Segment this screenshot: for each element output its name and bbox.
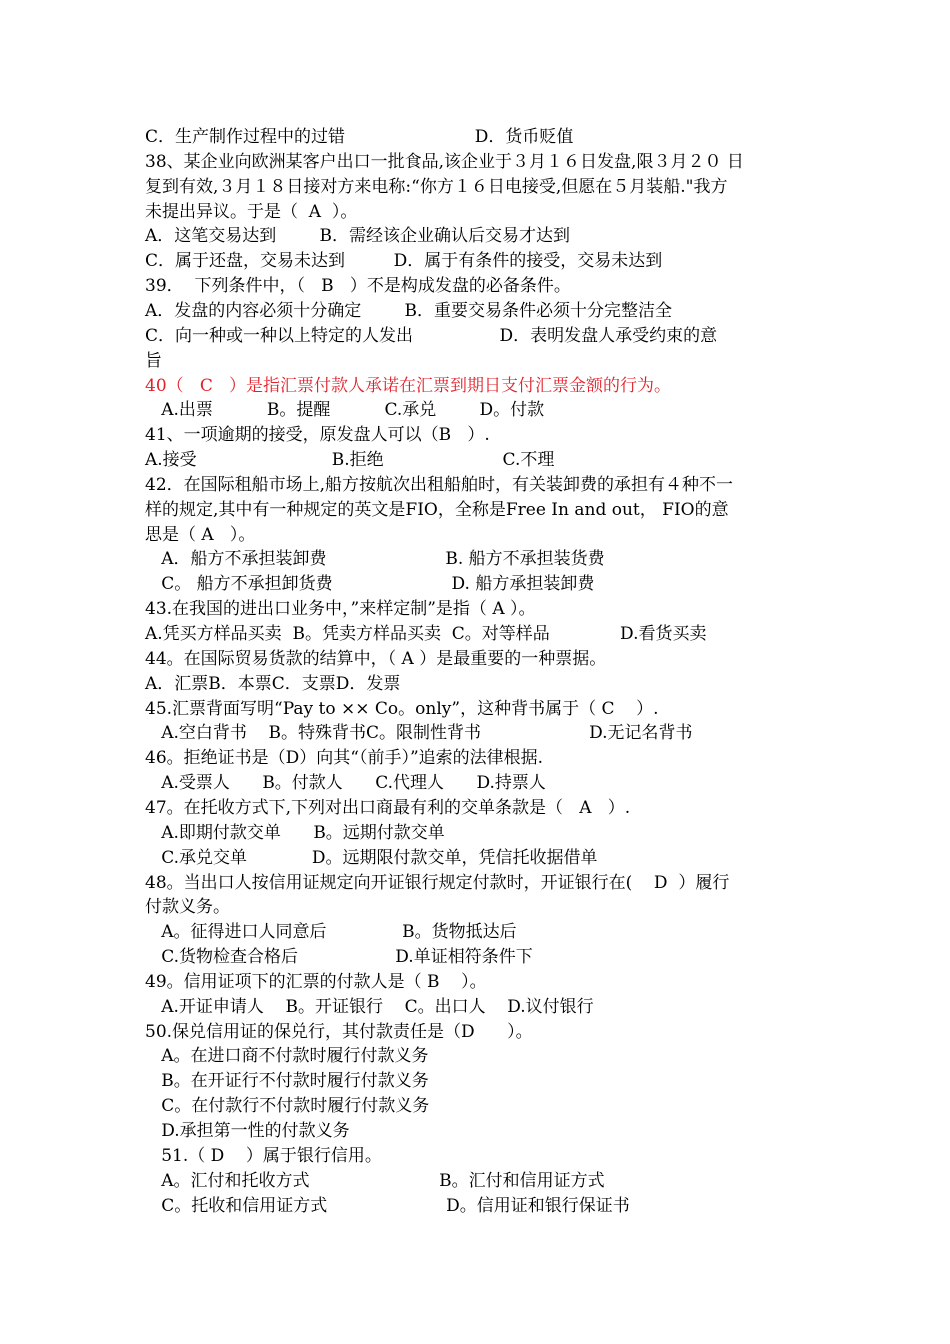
- highlighted-question-line: 40（ C ）是指汇票付款人承诺在汇票到期日支付汇票金额的行为。: [145, 375, 672, 396]
- text-line: A.开证申请人 B。开证银行 C。出口人 D.议付银行: [145, 996, 594, 1017]
- text-line: 旨: [145, 350, 162, 371]
- text-line: A．船方不承担装卸费 B. 船方不承担装货费: [145, 549, 605, 570]
- text-line: C。 船方不承担卸货费 D. 船方承担装卸费: [145, 574, 595, 595]
- text-line: 47。在托收方式下,下列对出口商最有利的交单条款是（ A ）.: [145, 797, 631, 818]
- text-line: A。在进口商不付款时履行付款义务: [145, 1046, 429, 1067]
- text-line: A.空白背书 B。特殊背书C。限制性背书 D.无记名背书: [145, 723, 693, 744]
- text-line: A.即期付款交单 B。远期付款交单: [145, 822, 445, 843]
- text-line: 43.在我国的进出口业务中，”来样定制”是指（ A ）。: [145, 599, 536, 620]
- text-line: 48。当出口人按信用证规定向开证银行规定付款时，开证银行在( D ）履行: [145, 872, 730, 893]
- text-line: 复到有效,３月１８日接对方来电称:“你方１６日电接受,但愿在５月装船."我方: [145, 176, 728, 197]
- text-line: A．汇票B．本票C．支票D．发票: [145, 673, 401, 694]
- text-line: 49。信用证项下的汇票的付款人是（ B ）。: [145, 971, 487, 992]
- text-line: C.承兑交单 D。远期限付款交单，凭信托收据借单: [145, 847, 598, 868]
- text-line: 39． 下列条件中，（ B ）不是构成发盘的必备条件。: [145, 276, 571, 297]
- text-line: A.出票 B。提醒 C.承兑 D。付款: [145, 400, 545, 421]
- text-line: 51.（ D ）属于银行信用。: [145, 1145, 382, 1166]
- text-line: 41、一项逾期的接受，原发盘人可以（B ）.: [145, 425, 490, 446]
- text-line: D.承担第一性的付款义务: [145, 1121, 350, 1141]
- text-line: 样的规定,其中有一种规定的英文是FIO，全称是Free In and out， FIO的意: [145, 499, 729, 520]
- text-line: A。征得进口人同意后 B。货物抵达后: [145, 922, 517, 943]
- text-line: 38、某企业向欧洲某客户出口一批食品,该企业于３月１６日发盘,限３月２０ 日: [145, 151, 744, 172]
- text-line: 思是（ A ）。: [145, 524, 256, 545]
- text-line: 未提出异议。于是（ A ）。: [145, 201, 358, 222]
- text-line: 45.汇票背面写明“Pay to ×× Co。only”，这种背书属于（ C ）.: [145, 698, 659, 719]
- text-line: A.凭买方样品买卖 B。凭卖方样品买卖 C。对等样品 D.看货买卖: [145, 624, 707, 644]
- text-line: 44。在国际贸易货款的结算中，（ A ）是最重要的一种票据。: [145, 648, 607, 669]
- text-line: 46。拒绝证书是（D）向其“（前手）”追索的法律根据.: [145, 748, 544, 769]
- text-line: A．这笔交易达到 B．需经该企业确认后交易才达到: [145, 226, 570, 247]
- text-line: B。在开证行不付款时履行付款义务: [145, 1071, 429, 1092]
- text-line: C．生产制作过程中的过错 D．货币贬值: [145, 127, 574, 147]
- text-line: 42．在国际租船市场上,船方按航次出租船舶时，有关装卸费的承担有４种不一: [145, 474, 734, 495]
- text-line: A.受票人 B。付款人 C.代理人 D.持票人: [145, 773, 546, 794]
- text-line: A．发盘的内容必须十分确定 B．重要交易条件必须十分完整洁全: [145, 300, 672, 321]
- text-line: C。在付款行不付款时履行付款义务: [145, 1096, 430, 1117]
- text-line: 付款义务。: [145, 897, 230, 918]
- text-line: C。托收和信用证方式 D。信用证和银行保证书: [145, 1195, 630, 1216]
- text-line: 50.保兑信用证的保兑行，其付款责任是（D ）。: [145, 1021, 533, 1042]
- text-line: C．向一种或一种以上特定的人发出 D．表明发盘人承受约束的意: [145, 325, 718, 346]
- text-line: A.接受 B.拒绝 C.不理: [145, 450, 555, 471]
- text-line: A。汇付和托收方式 B。汇付和信用证方式: [145, 1170, 605, 1191]
- text-line: C.货物检查合格后 D.单证相符条件下: [145, 947, 533, 968]
- text-line: C．属于还盘，交易未达到 D．属于有条件的接受，交易未达到: [145, 251, 663, 272]
